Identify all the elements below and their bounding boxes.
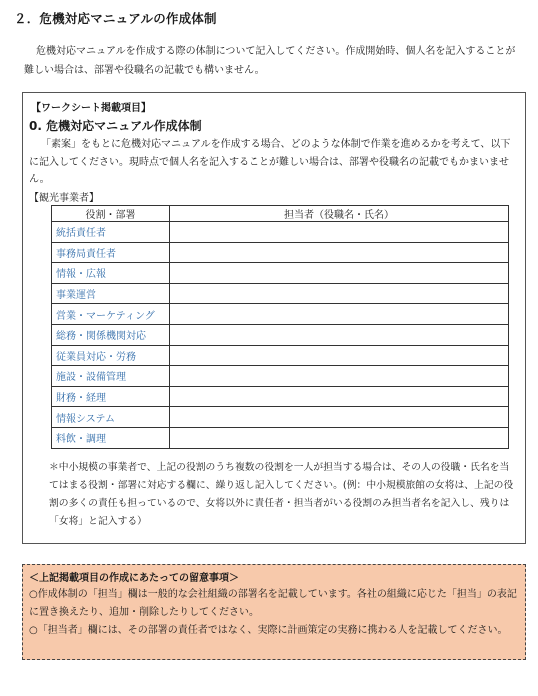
role-cell: 事務局責任者 [52,242,170,263]
header-person: 担当者（役職名・氏名） [170,206,509,222]
person-input-cell[interactable] [170,222,509,243]
role-cell: 財務・経理 [52,386,170,407]
worksheet-heading: 【ワークシート掲載項目】 [31,103,151,114]
role-cell: 情報・広報 [52,263,170,284]
person-input-cell[interactable] [170,427,509,448]
table-row [52,366,509,387]
table-row [52,222,509,243]
person-input-cell[interactable] [170,366,509,387]
caution-item: ○「担当者」欄には、その部署の責任者ではなく、実際に計画策定の実務に携わる人を記載してください。 [29,625,508,636]
role-cell: 事業運営 [52,283,170,304]
table-row [52,242,509,263]
caution-box [22,564,526,660]
person-input-cell[interactable] [170,324,509,345]
person-input-cell[interactable] [170,386,509,407]
intro-paragraph: 危機対応マニュアルを作成する際の体制について記入してください。作成開始時、個人名を記入することが難しい場合は、部署や役職名の記載でも構いません。 [24,46,516,76]
person-input-cell[interactable] [170,407,509,428]
caution-heading: ＜上記掲載項目の作成にあたっての留意事項＞ [29,573,239,584]
person-input-cell[interactable] [170,283,509,304]
person-input-cell[interactable] [170,304,509,325]
caution-item: ○作成体制の「担当」欄は一般的な会社組織の部署名を記載しています。各社の組織に応じた「担当」の表記に置き換えたり、追加・削除したりしてください。 [29,589,517,618]
table-row [52,263,509,284]
person-input-cell[interactable] [170,242,509,263]
table-row [52,345,509,366]
role-cell: 施設・設備管理 [52,366,170,387]
role-cell: 統括責任者 [52,222,170,243]
role-cell: 営業・マーケティング [52,304,170,325]
footnote: ＊中小規模の事業者で、上記の役割のうち複数の役割を一人が担当する場合は、その人の役職・氏名を当てはまる役割・部署に対応する欄に、繰り返し記入してください。(例：中小規模旅館の女将は、上記の役割の多くの責任も担っているので、女将以外に責任者・担当者がいる役割のみ担当者名を記入し、残りは「女将」と記入する） [49,462,514,527]
role-cell: 従業員対応・労務 [52,345,170,366]
table-row [52,283,509,304]
role-cell: 総務・関係機関対応 [52,324,170,345]
role-cell: 料飲・調理 [52,427,170,448]
role-cell: 情報システム [52,407,170,428]
person-input-cell[interactable] [170,263,509,284]
table-row [52,427,509,448]
roles-table [51,205,509,449]
table-row [52,386,509,407]
table-header-row [52,206,509,222]
worksheet-description: 「素案」をもとに危機対応マニュアルを作成する場合、どのような体制で作業を進めるかを考えて、以下に記入してください。現時点で個人名を記入することが難しい場合は、部署や役職名の記載でもかまいません。 [29,139,511,185]
worksheet-subtitle: 0. 危機対応マニュアル作成体制 [29,119,202,133]
table-row [52,324,509,345]
table-row [52,407,509,428]
table-row [52,304,509,325]
person-input-cell[interactable] [170,345,509,366]
organization-label: 【観光事業者】 [29,193,99,204]
worksheet-box [22,92,526,544]
section-title: ２．危機対応マニュアルの作成体制 [14,11,217,26]
header-role: 役割・部署 [52,206,170,222]
